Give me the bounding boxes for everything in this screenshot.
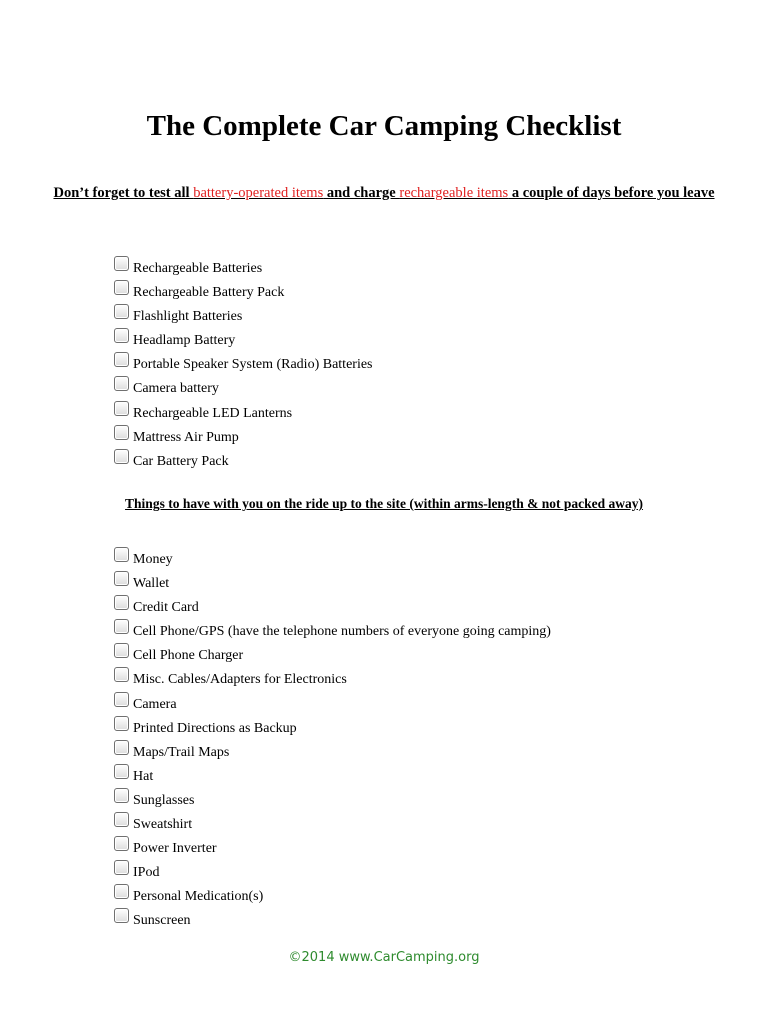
- item-label: Rechargeable LED Lanterns: [133, 405, 293, 421]
- checkbox-unchecked-icon[interactable]: [114, 401, 129, 416]
- checkbox-unchecked-icon[interactable]: [114, 884, 129, 899]
- checkbox-unchecked-icon[interactable]: [114, 740, 129, 755]
- page-title: The Complete Car Camping Checklist: [146, 110, 622, 142]
- item-label: IPod: [133, 865, 160, 881]
- item-label: Money: [133, 552, 173, 567]
- item-label: Rechargeable Batteries: [133, 261, 263, 276]
- item-label: Misc. Cables/Adapters for Electronics: [133, 672, 347, 688]
- item-label: Credit Card: [133, 600, 199, 616]
- item-label: Personal Medication(s): [133, 889, 264, 905]
- reminder-text-1: Don’t forget to test all: [53, 185, 194, 201]
- item-label: Car Battery Pack: [133, 453, 229, 469]
- checkbox-unchecked-icon[interactable]: [114, 547, 129, 562]
- ride-section-heading: Things to have with you on the ride up to the site (within arms-length & not packed away): [125, 496, 643, 511]
- checkbox-unchecked-icon[interactable]: [114, 788, 129, 803]
- checkbox-unchecked-icon[interactable]: [114, 643, 129, 658]
- reminder-text-2: and charge: [323, 185, 400, 201]
- checkbox-unchecked-icon[interactable]: [114, 836, 129, 851]
- checkbox-unchecked-icon[interactable]: [114, 280, 129, 295]
- reminder-text-3: a couple of days before you leave: [508, 185, 715, 201]
- item-label: Sweatshirt: [133, 817, 193, 833]
- checkbox-unchecked-icon[interactable]: [114, 425, 129, 440]
- charge-reminder: [0, 184, 768, 204]
- item-label: Sunscreen: [133, 913, 191, 929]
- item-label: Hat: [133, 768, 154, 784]
- item-label: Portable Speaker System (Radio) Batteries: [133, 357, 373, 373]
- copyright-footer: ©2014 www.CarCamping.org: [288, 950, 480, 965]
- checkbox-unchecked-icon[interactable]: [114, 376, 129, 391]
- checkbox-unchecked-icon[interactable]: [114, 256, 129, 271]
- item-label: Camera battery: [133, 381, 219, 397]
- item-label: Sunglasses: [133, 792, 195, 808]
- checkbox-unchecked-icon[interactable]: [114, 764, 129, 779]
- item-label: Power Inverter: [133, 841, 217, 857]
- item-label: Flashlight Batteries: [133, 309, 243, 325]
- item-label: Printed Directions as Backup: [133, 720, 297, 736]
- reminder-highlight-battery-operated: battery-operated items: [193, 185, 324, 201]
- item-label: Headlamp Battery: [133, 333, 236, 349]
- item-label: Cell Phone/GPS (have the telephone numbers of everyone going camping): [133, 624, 551, 640]
- item-label: Mattress Air Pump: [133, 429, 239, 445]
- item-label: Camera: [133, 696, 177, 712]
- checkbox-unchecked-icon[interactable]: [114, 692, 129, 707]
- checkbox-unchecked-icon[interactable]: [114, 908, 129, 923]
- item-label: Cell Phone Charger: [133, 648, 244, 664]
- checkbox-unchecked-icon[interactable]: [114, 304, 129, 319]
- checkbox-unchecked-icon[interactable]: [114, 812, 129, 827]
- checkbox-unchecked-icon[interactable]: [114, 619, 129, 634]
- checkbox-unchecked-icon[interactable]: [114, 667, 129, 682]
- checkbox-unchecked-icon[interactable]: [114, 328, 129, 343]
- checkbox-unchecked-icon[interactable]: [114, 352, 129, 367]
- checkbox-unchecked-icon[interactable]: [114, 571, 129, 586]
- item-label: Rechargeable Battery Pack: [133, 285, 285, 301]
- item-label: Maps/Trail Maps: [133, 744, 230, 760]
- reminder-highlight-rechargeable: rechargeable items: [399, 185, 509, 201]
- item-label: Wallet: [133, 576, 170, 592]
- checkbox-unchecked-icon[interactable]: [114, 595, 129, 610]
- checkbox-unchecked-icon[interactable]: [114, 449, 129, 464]
- checkbox-unchecked-icon[interactable]: [114, 860, 129, 875]
- checkbox-unchecked-icon[interactable]: [114, 716, 129, 731]
